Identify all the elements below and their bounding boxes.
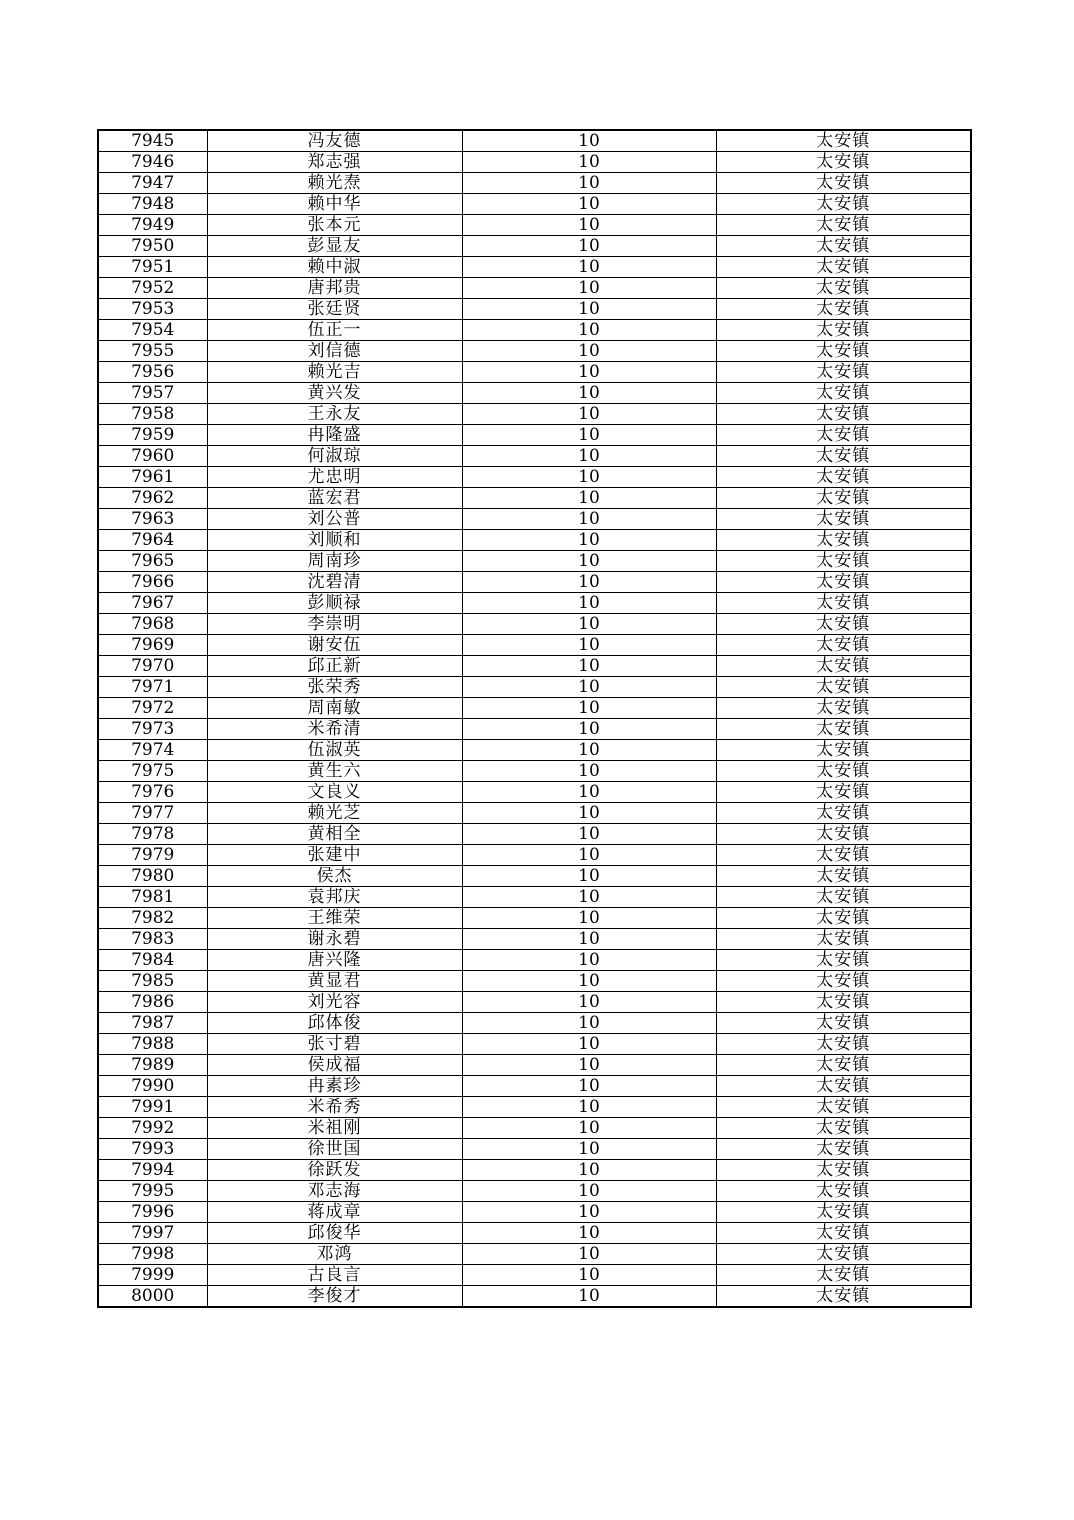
amount-cell: 10 (462, 1076, 716, 1097)
table-row (98, 1244, 971, 1265)
table-row (98, 446, 971, 467)
row-number-cell: 7997 (98, 1223, 207, 1244)
person-name-cell: 谢安伍 (207, 635, 462, 656)
town-cell: 太安镇 (716, 257, 971, 278)
person-name-cell: 刘公普 (207, 509, 462, 530)
row-number-cell: 7982 (98, 908, 207, 929)
town-cell: 太安镇 (716, 1097, 971, 1118)
town-cell: 太安镇 (716, 656, 971, 677)
person-name-cell: 古良言 (207, 1265, 462, 1286)
row-number-cell: 7969 (98, 635, 207, 656)
person-name-cell: 黄显君 (207, 971, 462, 992)
person-name-cell: 李俊才 (207, 1286, 462, 1308)
table-row (98, 908, 971, 929)
person-name-cell: 邱正新 (207, 656, 462, 677)
amount-cell: 10 (462, 1244, 716, 1265)
town-cell: 太安镇 (716, 130, 971, 152)
amount-cell: 10 (462, 1139, 716, 1160)
row-number-cell: 7963 (98, 509, 207, 530)
person-name-cell: 周南珍 (207, 551, 462, 572)
town-cell: 太安镇 (716, 299, 971, 320)
town-cell: 太安镇 (716, 1118, 971, 1139)
amount-cell: 10 (462, 1160, 716, 1181)
table-row (98, 488, 971, 509)
person-name-cell: 张寸碧 (207, 1034, 462, 1055)
table-row (98, 1097, 971, 1118)
row-number-cell: 7993 (98, 1139, 207, 1160)
table-row (98, 1181, 971, 1202)
amount-cell: 10 (462, 593, 716, 614)
amount-cell: 10 (462, 908, 716, 929)
person-name-cell: 文良义 (207, 782, 462, 803)
person-name-cell: 邱体俊 (207, 1013, 462, 1034)
row-number-cell: 7974 (98, 740, 207, 761)
row-number-cell: 7962 (98, 488, 207, 509)
person-name-cell: 王永友 (207, 404, 462, 425)
town-cell: 太安镇 (716, 1286, 971, 1308)
town-cell: 太安镇 (716, 782, 971, 803)
table-row (98, 1286, 971, 1308)
amount-cell: 10 (462, 740, 716, 761)
table-row (98, 803, 971, 824)
table-row (98, 593, 971, 614)
row-number-cell: 7986 (98, 992, 207, 1013)
person-name-cell: 唐邦贵 (207, 278, 462, 299)
person-name-cell: 彭顺禄 (207, 593, 462, 614)
row-number-cell: 7967 (98, 593, 207, 614)
amount-cell: 10 (462, 299, 716, 320)
town-cell: 太安镇 (716, 1181, 971, 1202)
amount-cell: 10 (462, 173, 716, 194)
table-row (98, 992, 971, 1013)
amount-cell: 10 (462, 341, 716, 362)
amount-cell: 10 (462, 1286, 716, 1308)
row-number-cell: 7948 (98, 194, 207, 215)
row-number-cell: 7984 (98, 950, 207, 971)
row-number-cell: 7991 (98, 1097, 207, 1118)
person-name-cell: 黄兴发 (207, 383, 462, 404)
town-cell: 太安镇 (716, 1076, 971, 1097)
amount-cell: 10 (462, 803, 716, 824)
person-name-cell: 赖光吉 (207, 362, 462, 383)
town-cell: 太安镇 (716, 530, 971, 551)
person-name-cell: 唐兴隆 (207, 950, 462, 971)
row-number-cell: 7976 (98, 782, 207, 803)
table-row (98, 530, 971, 551)
town-cell: 太安镇 (716, 803, 971, 824)
person-name-cell: 张荣秀 (207, 677, 462, 698)
town-cell: 太安镇 (716, 467, 971, 488)
amount-cell: 10 (462, 446, 716, 467)
town-cell: 太安镇 (716, 425, 971, 446)
person-name-cell: 李崇明 (207, 614, 462, 635)
person-name-cell: 赖中淑 (207, 257, 462, 278)
person-name-cell: 邱俊华 (207, 1223, 462, 1244)
table-row (98, 257, 971, 278)
table-row (98, 887, 971, 908)
person-name-cell: 尤忠明 (207, 467, 462, 488)
row-number-cell: 7972 (98, 698, 207, 719)
row-number-cell: 7953 (98, 299, 207, 320)
town-cell: 太安镇 (716, 740, 971, 761)
table-row (98, 1139, 971, 1160)
person-name-cell: 冯友德 (207, 130, 462, 152)
row-number-cell: 7971 (98, 677, 207, 698)
table-row (98, 677, 971, 698)
row-number-cell: 7952 (98, 278, 207, 299)
row-number-cell: 7946 (98, 152, 207, 173)
town-cell: 太安镇 (716, 614, 971, 635)
town-cell: 太安镇 (716, 1244, 971, 1265)
town-cell: 太安镇 (716, 551, 971, 572)
town-cell: 太安镇 (716, 866, 971, 887)
table-row (98, 824, 971, 845)
table-row (98, 866, 971, 887)
amount-cell: 10 (462, 1097, 716, 1118)
row-number-cell: 7994 (98, 1160, 207, 1181)
town-cell: 太安镇 (716, 173, 971, 194)
town-cell: 太安镇 (716, 971, 971, 992)
row-number-cell: 7973 (98, 719, 207, 740)
town-cell: 太安镇 (716, 1013, 971, 1034)
table-row (98, 656, 971, 677)
town-cell: 太安镇 (716, 593, 971, 614)
row-number-cell: 7957 (98, 383, 207, 404)
town-cell: 太安镇 (716, 1202, 971, 1223)
person-name-cell: 周南敏 (207, 698, 462, 719)
person-name-cell: 刘顺和 (207, 530, 462, 551)
town-cell: 太安镇 (716, 488, 971, 509)
town-cell: 太安镇 (716, 698, 971, 719)
person-name-cell: 赖光芝 (207, 803, 462, 824)
person-name-cell: 黄生六 (207, 761, 462, 782)
table-row (98, 299, 971, 320)
table-row (98, 761, 971, 782)
person-name-cell: 冉素珍 (207, 1076, 462, 1097)
town-cell: 太安镇 (716, 215, 971, 236)
row-number-cell: 7992 (98, 1118, 207, 1139)
amount-cell: 10 (462, 656, 716, 677)
table-row (98, 845, 971, 866)
row-number-cell: 7954 (98, 320, 207, 341)
table-row (98, 950, 971, 971)
table-row (98, 509, 971, 530)
town-cell: 太安镇 (716, 1160, 971, 1181)
town-cell: 太安镇 (716, 761, 971, 782)
row-number-cell: 7975 (98, 761, 207, 782)
town-cell: 太安镇 (716, 341, 971, 362)
amount-cell: 10 (462, 383, 716, 404)
row-number-cell: 8000 (98, 1286, 207, 1308)
row-number-cell: 7999 (98, 1265, 207, 1286)
table-row (98, 614, 971, 635)
amount-cell: 10 (462, 1013, 716, 1034)
amount-cell: 10 (462, 1223, 716, 1244)
person-name-cell: 徐世国 (207, 1139, 462, 1160)
amount-cell: 10 (462, 572, 716, 593)
table-row (98, 782, 971, 803)
town-cell: 太安镇 (716, 908, 971, 929)
table-row (98, 635, 971, 656)
person-name-cell: 邓鸿 (207, 1244, 462, 1265)
person-name-cell: 米希秀 (207, 1097, 462, 1118)
amount-cell: 10 (462, 278, 716, 299)
row-number-cell: 7996 (98, 1202, 207, 1223)
table-row (98, 719, 971, 740)
person-name-cell: 王维荣 (207, 908, 462, 929)
row-number-cell: 7959 (98, 425, 207, 446)
table-row (98, 1223, 971, 1244)
person-name-cell: 米祖刚 (207, 1118, 462, 1139)
table-row (98, 1265, 971, 1286)
person-name-cell: 刘信德 (207, 341, 462, 362)
row-number-cell: 7970 (98, 656, 207, 677)
amount-cell: 10 (462, 1055, 716, 1076)
table-row (98, 320, 971, 341)
town-cell: 太安镇 (716, 362, 971, 383)
row-number-cell: 7960 (98, 446, 207, 467)
table-row (98, 341, 971, 362)
table-row (98, 929, 971, 950)
person-name-cell: 彭显友 (207, 236, 462, 257)
person-name-cell: 侯杰 (207, 866, 462, 887)
table-row (98, 698, 971, 719)
table-row (98, 1160, 971, 1181)
amount-cell: 10 (462, 1265, 716, 1286)
row-number-cell: 7988 (98, 1034, 207, 1055)
amount-cell: 10 (462, 1118, 716, 1139)
town-cell: 太安镇 (716, 194, 971, 215)
person-name-cell: 黄相全 (207, 824, 462, 845)
person-name-cell: 谢永碧 (207, 929, 462, 950)
amount-cell: 10 (462, 404, 716, 425)
table-row (98, 467, 971, 488)
town-cell: 太安镇 (716, 320, 971, 341)
person-name-cell: 米希清 (207, 719, 462, 740)
row-number-cell: 7985 (98, 971, 207, 992)
amount-cell: 10 (462, 887, 716, 908)
amount-cell: 10 (462, 614, 716, 635)
person-name-cell: 张本元 (207, 215, 462, 236)
row-number-cell: 7951 (98, 257, 207, 278)
amount-cell: 10 (462, 130, 716, 152)
person-name-cell: 邓志海 (207, 1181, 462, 1202)
table-row (98, 551, 971, 572)
row-number-cell: 7947 (98, 173, 207, 194)
person-name-cell: 冉隆盛 (207, 425, 462, 446)
row-number-cell: 7980 (98, 866, 207, 887)
table-row (98, 278, 971, 299)
table-row (98, 1034, 971, 1055)
town-cell: 太安镇 (716, 1139, 971, 1160)
table-row (98, 130, 971, 152)
table-row (98, 1202, 971, 1223)
town-cell: 太安镇 (716, 1265, 971, 1286)
row-number-cell: 7949 (98, 215, 207, 236)
town-cell: 太安镇 (716, 845, 971, 866)
amount-cell: 10 (462, 467, 716, 488)
amount-cell: 10 (462, 1034, 716, 1055)
amount-cell: 10 (462, 866, 716, 887)
town-cell: 太安镇 (716, 152, 971, 173)
amount-cell: 10 (462, 488, 716, 509)
row-number-cell: 7987 (98, 1013, 207, 1034)
table-row (98, 740, 971, 761)
row-number-cell: 7945 (98, 130, 207, 152)
row-number-cell: 7979 (98, 845, 207, 866)
row-number-cell: 7989 (98, 1055, 207, 1076)
table-row (98, 215, 971, 236)
row-number-cell: 7966 (98, 572, 207, 593)
person-name-cell: 蒋成章 (207, 1202, 462, 1223)
row-number-cell: 7965 (98, 551, 207, 572)
person-name-cell: 赖光焘 (207, 173, 462, 194)
town-cell: 太安镇 (716, 446, 971, 467)
row-number-cell: 7983 (98, 929, 207, 950)
table-row (98, 1013, 971, 1034)
amount-cell: 10 (462, 992, 716, 1013)
amount-cell: 10 (462, 845, 716, 866)
row-number-cell: 7961 (98, 467, 207, 488)
town-cell: 太安镇 (716, 278, 971, 299)
person-name-cell: 蓝宏君 (207, 488, 462, 509)
row-number-cell: 7950 (98, 236, 207, 257)
town-cell: 太安镇 (716, 572, 971, 593)
person-name-cell: 伍正一 (207, 320, 462, 341)
row-number-cell: 7978 (98, 824, 207, 845)
amount-cell: 10 (462, 677, 716, 698)
amount-cell: 10 (462, 635, 716, 656)
person-name-cell: 伍淑英 (207, 740, 462, 761)
amount-cell: 10 (462, 530, 716, 551)
row-number-cell: 7981 (98, 887, 207, 908)
amount-cell: 10 (462, 698, 716, 719)
amount-cell: 10 (462, 824, 716, 845)
table-row (98, 383, 971, 404)
town-cell: 太安镇 (716, 236, 971, 257)
amount-cell: 10 (462, 320, 716, 341)
person-name-cell: 张建中 (207, 845, 462, 866)
amount-cell: 10 (462, 1181, 716, 1202)
amount-cell: 10 (462, 719, 716, 740)
amount-cell: 10 (462, 236, 716, 257)
town-cell: 太安镇 (716, 677, 971, 698)
row-number-cell: 7995 (98, 1181, 207, 1202)
town-cell: 太安镇 (716, 887, 971, 908)
amount-cell: 10 (462, 257, 716, 278)
person-name-cell: 郑志强 (207, 152, 462, 173)
amount-cell: 10 (462, 971, 716, 992)
table-row (98, 1118, 971, 1139)
person-name-cell: 袁邦庆 (207, 887, 462, 908)
town-cell: 太安镇 (716, 992, 971, 1013)
row-number-cell: 7990 (98, 1076, 207, 1097)
amount-cell: 10 (462, 761, 716, 782)
person-name-cell: 徐跃发 (207, 1160, 462, 1181)
row-number-cell: 7958 (98, 404, 207, 425)
amount-cell: 10 (462, 215, 716, 236)
town-cell: 太安镇 (716, 635, 971, 656)
town-cell: 太安镇 (716, 824, 971, 845)
amount-cell: 10 (462, 551, 716, 572)
row-number-cell: 7968 (98, 614, 207, 635)
row-number-cell: 7964 (98, 530, 207, 551)
amount-cell: 10 (462, 509, 716, 530)
town-cell: 太安镇 (716, 1223, 971, 1244)
amount-cell: 10 (462, 362, 716, 383)
person-name-cell: 沈碧清 (207, 572, 462, 593)
roster-table (97, 129, 972, 1308)
person-name-cell: 张廷贤 (207, 299, 462, 320)
amount-cell: 10 (462, 929, 716, 950)
person-name-cell: 刘光容 (207, 992, 462, 1013)
person-name-cell: 何淑琼 (207, 446, 462, 467)
table-row (98, 152, 971, 173)
town-cell: 太安镇 (716, 509, 971, 530)
amount-cell: 10 (462, 194, 716, 215)
table-row (98, 572, 971, 593)
town-cell: 太安镇 (716, 719, 971, 740)
table-row (98, 173, 971, 194)
row-number-cell: 7955 (98, 341, 207, 362)
town-cell: 太安镇 (716, 950, 971, 971)
roster-table-body (98, 130, 971, 1307)
town-cell: 太安镇 (716, 929, 971, 950)
amount-cell: 10 (462, 950, 716, 971)
town-cell: 太安镇 (716, 404, 971, 425)
person-name-cell: 赖中华 (207, 194, 462, 215)
person-name-cell: 侯成福 (207, 1055, 462, 1076)
town-cell: 太安镇 (716, 1034, 971, 1055)
amount-cell: 10 (462, 425, 716, 446)
amount-cell: 10 (462, 782, 716, 803)
table-row (98, 194, 971, 215)
table-row (98, 1055, 971, 1076)
table-row (98, 236, 971, 257)
amount-cell: 10 (462, 1202, 716, 1223)
table-row (98, 425, 971, 446)
table-row (98, 404, 971, 425)
row-number-cell: 7998 (98, 1244, 207, 1265)
row-number-cell: 7956 (98, 362, 207, 383)
table-row (98, 1076, 971, 1097)
table-row (98, 971, 971, 992)
row-number-cell: 7977 (98, 803, 207, 824)
table-row (98, 362, 971, 383)
town-cell: 太安镇 (716, 383, 971, 404)
amount-cell: 10 (462, 152, 716, 173)
town-cell: 太安镇 (716, 1055, 971, 1076)
